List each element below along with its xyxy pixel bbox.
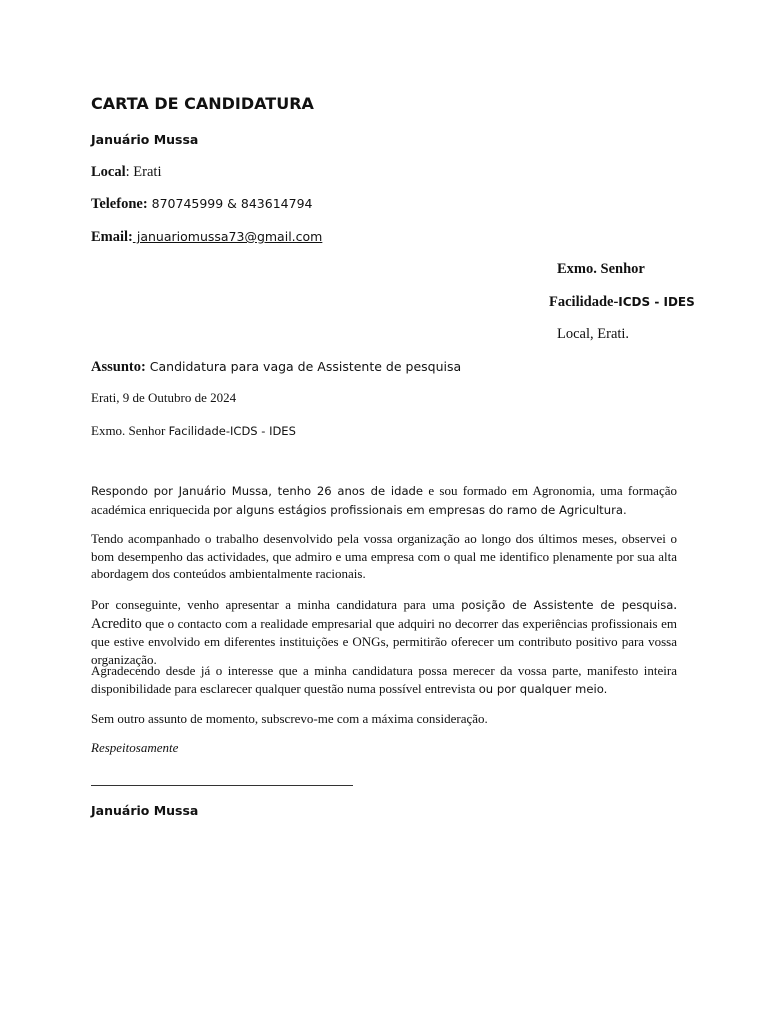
para1-part-a: Respondo por Januário Mussa, tenho 26 anos de idade bbox=[91, 484, 424, 498]
assunto-value: Candidatura para vaga de Assistente de pesquisa bbox=[145, 359, 462, 374]
local-line bbox=[91, 163, 161, 181]
recipient-facility-name: ICDS - IDES bbox=[618, 295, 695, 309]
sender-name: Januário Mussa bbox=[91, 132, 199, 147]
recipient-facility-prefix: Facilidade- bbox=[549, 294, 619, 310]
letter-title: CARTA DE CANDIDATURA bbox=[91, 94, 314, 113]
telefone-label: Telefone: bbox=[91, 196, 148, 212]
local-value: : Erati bbox=[125, 164, 162, 180]
greeting-line bbox=[91, 422, 296, 440]
paragraph-introduction bbox=[91, 482, 677, 519]
paragraph-application bbox=[91, 596, 677, 668]
email-line bbox=[91, 228, 322, 246]
para3-part-a: Por conseguinte, venho apresentar a minha candidatura para uma bbox=[91, 597, 462, 612]
assunto-label: Assunto: bbox=[91, 359, 146, 375]
paragraph-closing: Sem outro assunto de momento, subscrevo-me com a máxima consideração. bbox=[91, 711, 488, 726]
recipient-salutation: Exmo. Senhor bbox=[557, 261, 645, 277]
assunto-line bbox=[91, 358, 461, 376]
email-link[interactable]: januariomussa73@gmail.com bbox=[132, 229, 323, 244]
closing-remark: Respeitosamente bbox=[91, 740, 179, 755]
recipient-facility bbox=[549, 293, 695, 311]
recipient-location: Local, Erati. bbox=[557, 326, 630, 342]
para3-position: posição de Assistente de pesquisa bbox=[461, 598, 674, 612]
telefone-value: 870745999 & 843614794 bbox=[147, 196, 313, 211]
para3-part-c: . Acredito bbox=[91, 597, 677, 632]
local-label: Local bbox=[91, 164, 126, 180]
paragraph-availability bbox=[91, 662, 677, 698]
para4-part-b: ou por qualquer meio. bbox=[478, 681, 608, 696]
para4-part-a: Agradecendo desde já o interesse que a minha candidatura possa merecer da vossa parte, manifesto inteira disponibilidade para esclarecer qualquer questão numa possível entrevista bbox=[91, 663, 677, 696]
greeting-salutation: Exmo. Senhor bbox=[91, 423, 169, 438]
signature-line bbox=[91, 785, 353, 786]
telefone-line bbox=[91, 195, 312, 213]
para3-part-d: que o contacto com a realidade empresarial que adquiri no decorrer das experiências profissionais em que estive envolvido em diferentes instituições e ONGs, permitirão oferecer um contributo positivo para vossa organização. bbox=[91, 615, 677, 667]
paragraph-motivation: Tendo acompanhado o trabalho desenvolvido pela vossa organização ao longo dos últimos meses, observei o bom desempenho das actividades, que admiro e uma empresa com o qual me identifico plenamente por sua alta abordagem dos conteúdos ambientalmente racionais. bbox=[91, 531, 677, 581]
date-line: Erati, 9 de Outubro de 2024 bbox=[91, 390, 237, 405]
signature-name: Januário Mussa bbox=[91, 803, 199, 818]
para1-part-c: por alguns estágios profissionais em empresas do ramo de Agricultura. bbox=[212, 502, 627, 517]
para1-part-b: e sou formado em Agronomia, uma formação académica enriquecida bbox=[91, 483, 677, 517]
greeting-facility: Facilidade-ICDS - IDES bbox=[168, 424, 296, 438]
email-label: Email: bbox=[91, 229, 133, 245]
